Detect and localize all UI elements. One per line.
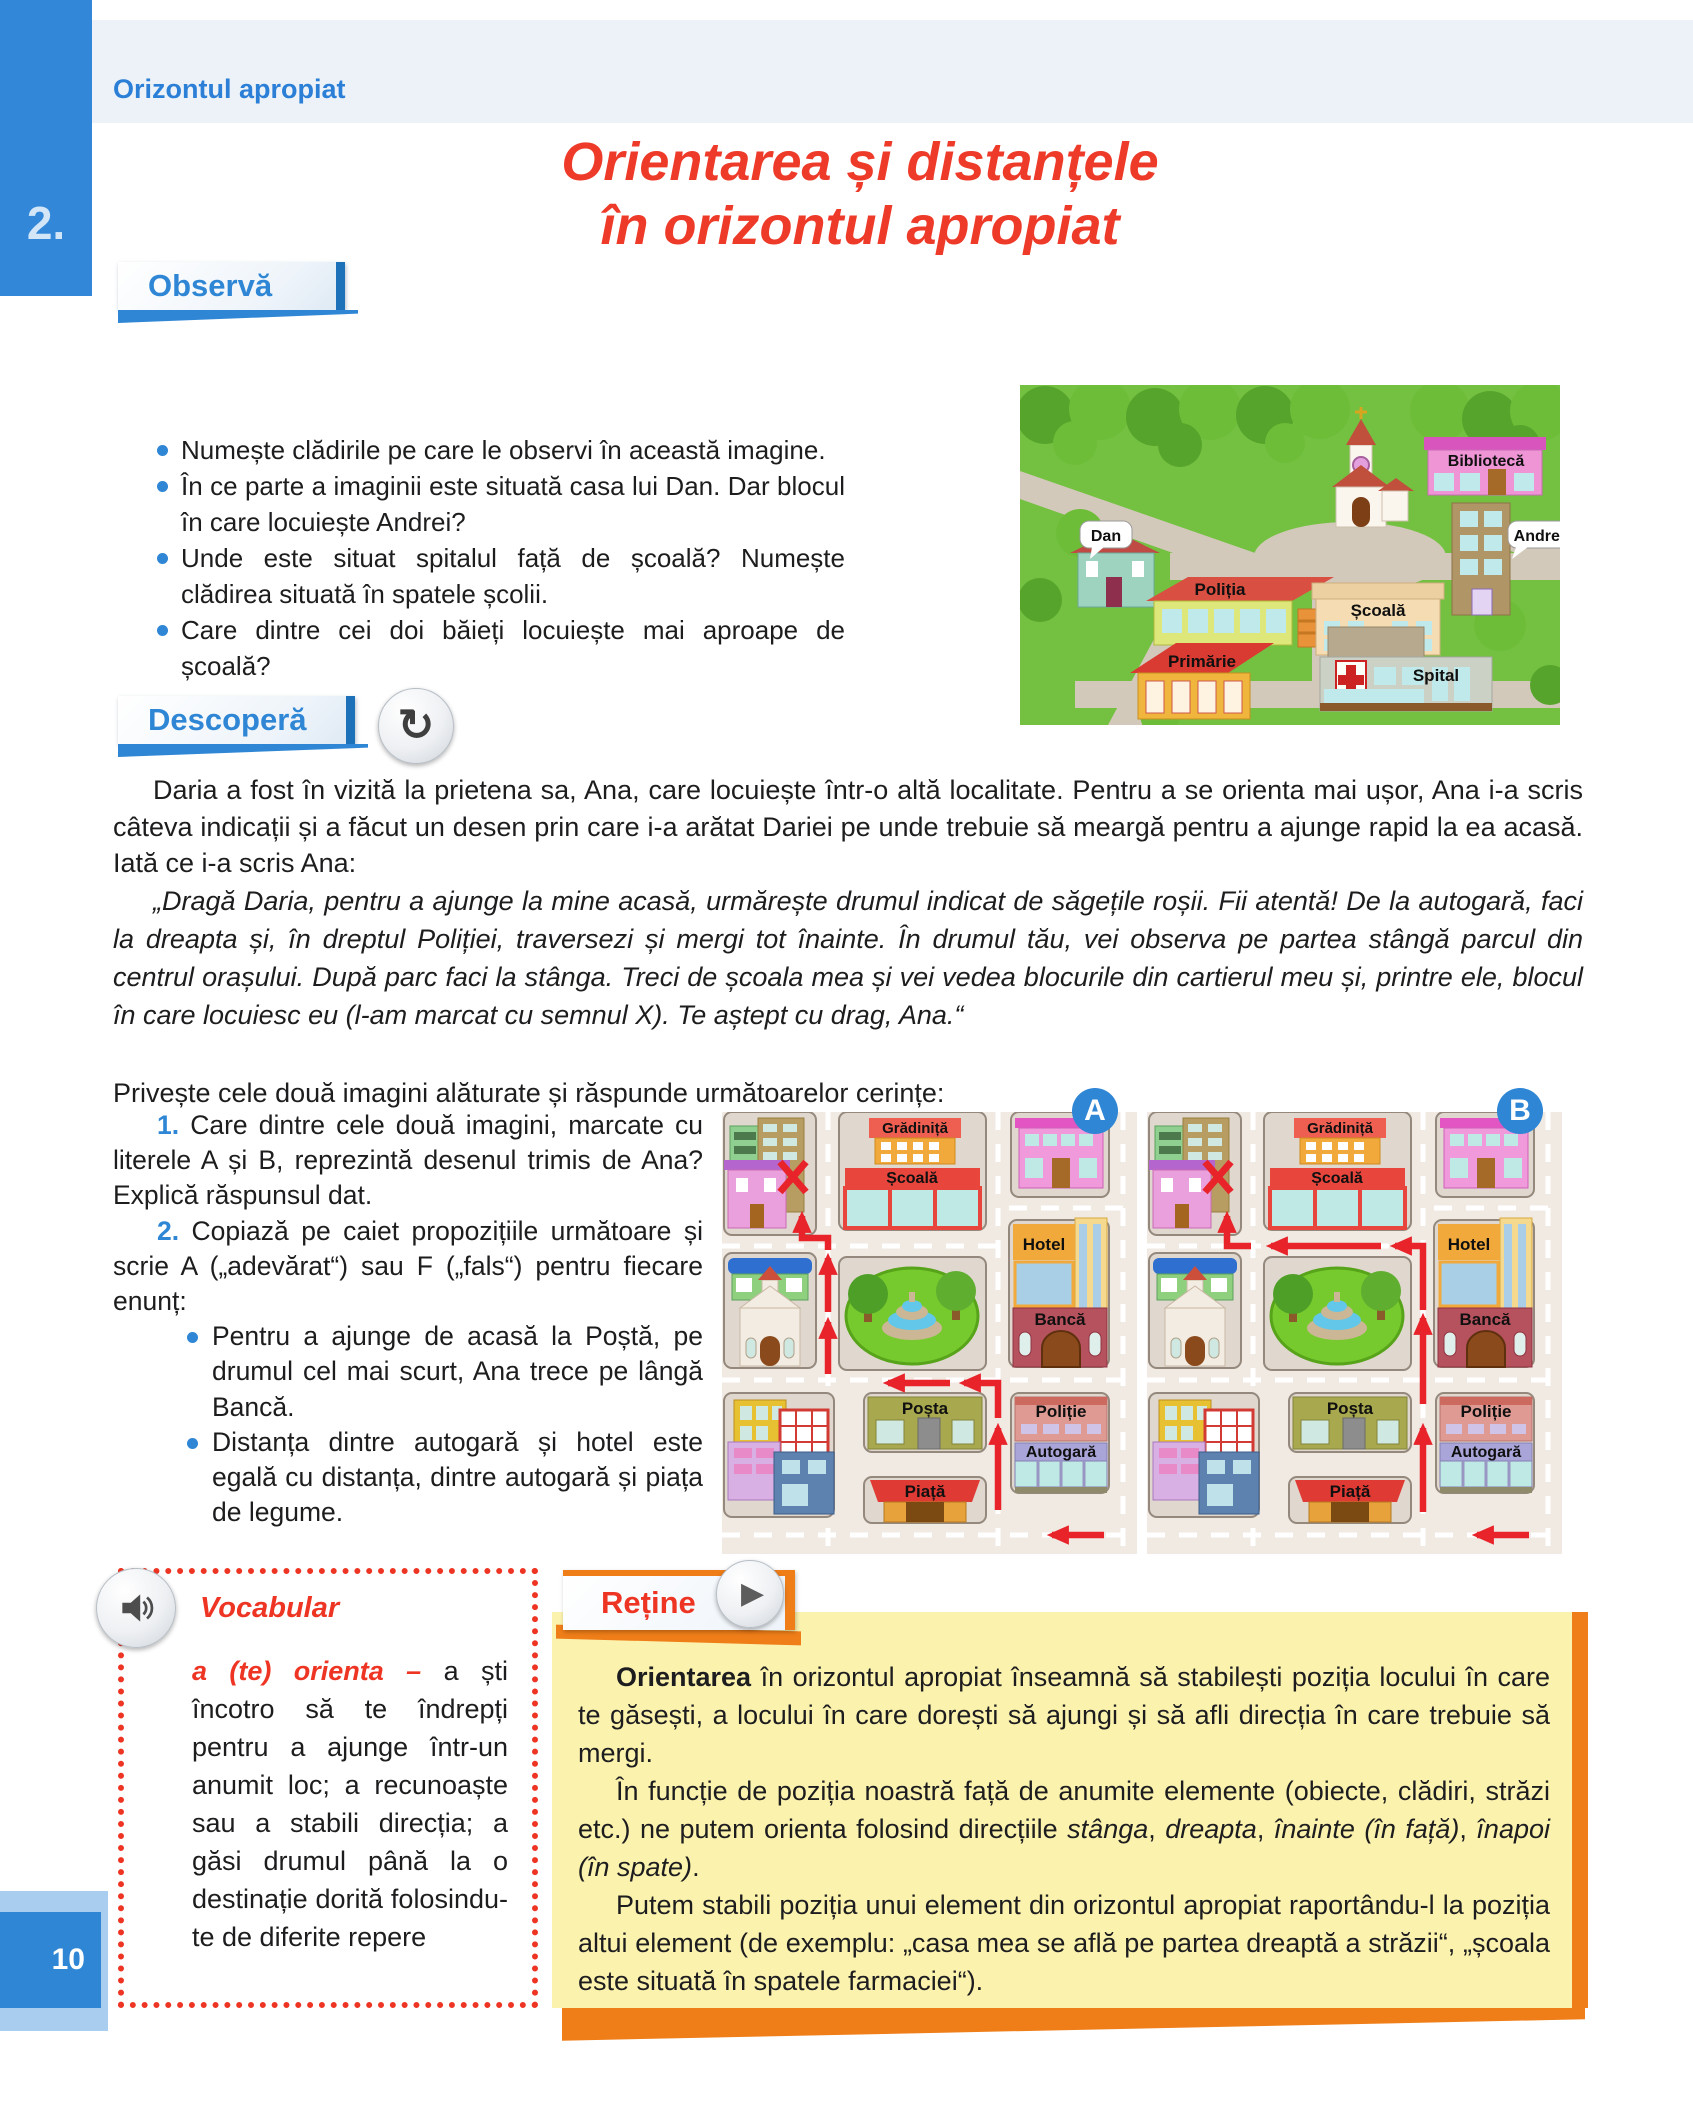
map-b-badge: B — [1497, 1088, 1543, 1134]
task-item-2 — [113, 1214, 703, 1320]
unit-sidebar — [0, 0, 92, 296]
observa-badge — [118, 262, 345, 310]
citymap-label-posta: Poșta — [901, 1399, 949, 1418]
task-2-number: 2. — [157, 1215, 180, 1246]
task-bullet: Pentru a ajunge de acasă la Poștă, pe drumul cel mai scurt, Ana trece pe lângă Bancă. — [113, 1319, 703, 1425]
observa-underline — [118, 310, 358, 323]
village-label-dan: Dan — [1090, 528, 1122, 545]
ana-letter: „Dragă Daria, pentru a ajunge la mine acasă, urmărește drumul indicat de săgețile roșii. Fii atentă! De la autogară, faci la dreapta și, în dreptul Poliției, traversezi și mergi tot înainte. În drumul tău, vei observa pe partea stângă parcul din centrul orașului. După parc faci la stânga. Treci de școala mea și vei vedea blocurile din cartierul meu și, printre ele, blocul în care locuiesc eu (l-am marcat cu semnul X). Te aștept cu drag, Ana.“ — [113, 885, 1583, 1030]
citymap-label-banca: Bancă — [1034, 1310, 1086, 1329]
retine-paragraph-2 — [578, 1772, 1550, 1886]
map-a-badge: A — [1072, 1088, 1118, 1134]
retine-label: Reține — [601, 1585, 696, 1620]
descopera-underline — [118, 744, 368, 757]
citymap-label-piata: Piață — [904, 1482, 946, 1501]
descopera-label: Descoperă — [148, 702, 307, 737]
citymap-label-piata: Piață — [1329, 1482, 1371, 1501]
retine-p1-rest: în orizontul apropiat înseamnă să stabilești poziția locului în care te găsești, a locului în care dorești să ajungi și să afli direcția în care trebuie să mergi. — [578, 1662, 1550, 1768]
sep: , — [1256, 1814, 1274, 1844]
observa-bullet: Care dintre cei doi băieți locuiește mai aproape de școală? — [113, 612, 845, 684]
task-item-1 — [113, 1108, 703, 1214]
vocabular-title: Vocabular — [200, 1592, 340, 1624]
vocabular-definition — [192, 1652, 508, 1956]
descopera-intro: Daria a fost în vizită la prietena sa, Ana, care locuiește într-o altă localitate. Pentru a se orienta mai ușor, Ana i-a scris câteva indicații și a făcut un desen prin care i-a arătat Dariei pe unde trebuie să meargă pentru a ajunge rapid la ea acasă. Iată ce i-a scris Ana: — [113, 775, 1583, 878]
task-bullet: Distanța dintre autogară și hotel este egală cu distanța, dintre autogară și piața de legume. — [113, 1425, 703, 1531]
task-1-text: Care dintre cele două imagini, marcate cu literele A și B, reprezintă desenul trimis de Ana? Explică răspunsul dat. — [113, 1110, 703, 1211]
sep: , — [1148, 1814, 1166, 1844]
citymap-label-gradinita: Grădiniță — [1307, 1120, 1373, 1137]
descopera-text — [113, 772, 1583, 1034]
citymap-label-autogara: Autogară — [1025, 1444, 1097, 1461]
village-label-spital: Spital — [1412, 666, 1460, 685]
map-image-a — [722, 1112, 1137, 1554]
page-title-line2: în orizontul apropiat — [600, 196, 1120, 256]
audio-play-button[interactable] — [716, 1560, 784, 1628]
page-title-line1: Orientarea și distanțele — [561, 132, 1159, 192]
observa-label: Observă — [148, 268, 273, 303]
village-map-illustration — [1020, 385, 1560, 725]
task-2-text: Copiază pe caiet propozițiile următoare și scrie A („adevărat“) sau F („fals“) pentru fiecare enunț: — [113, 1215, 703, 1317]
map-image-b — [1147, 1112, 1562, 1554]
citymap-label-hotel: Hotel — [1022, 1235, 1066, 1254]
village-label-biblioteca: Bibliotecă — [1447, 453, 1525, 470]
speaker-icon — [115, 1587, 157, 1629]
page-number: 10 — [0, 1912, 101, 2008]
observa-bullet-list — [113, 432, 845, 684]
village-label-primarie: Primărie — [1167, 652, 1237, 671]
retine-paragraph-3: Putem stabili poziția unui element din orizontul apropiat raportându-l la poziția altui element (de exemplu: „casa mea se află pe partea dreaptă a străzii“, „școala este situată în spatele farmaciei“). — [578, 1890, 1550, 1996]
retine-text — [578, 1658, 1550, 2000]
retine-paragraph-1 — [578, 1658, 1550, 1772]
direction-stanga: stânga — [1067, 1814, 1149, 1844]
descopera-badge — [118, 696, 355, 744]
village-map-image — [1020, 385, 1560, 725]
refresh-icon: ↻ — [397, 701, 435, 750]
tasks-column — [113, 1108, 703, 1530]
village-label-scoala: Școală — [1350, 601, 1406, 620]
direction-inapoi: înapoi (în spate) — [578, 1814, 1550, 1882]
page-title — [280, 130, 1440, 258]
audio-speaker-button[interactable] — [96, 1568, 176, 1648]
citymap-label-scoala: Școală — [886, 1170, 938, 1187]
citymap-label-hotel: Hotel — [1447, 1235, 1491, 1254]
citymap-label-gradinita: Grădiniță — [882, 1120, 948, 1137]
citymap-label-banca: Bancă — [1459, 1310, 1511, 1329]
unit-number: 2. — [26, 197, 66, 249]
tasks-instruction: Privește cele două imagini alăturate și răspunde următoarelor cerințe: — [113, 1078, 945, 1108]
sep: . — [692, 1852, 700, 1882]
audio-refresh-button[interactable] — [378, 688, 454, 764]
breadcrumb: Orizontul apropiat — [113, 74, 346, 104]
vocabular-term: a (te) orienta – — [192, 1656, 422, 1686]
citymap-label-scoala: Școală — [1311, 1170, 1363, 1187]
observa-bullet: Unde este situat spitalul față de școală? Numește clădirea situată în spatele școlii. — [113, 540, 845, 612]
play-icon: ▶ — [740, 1577, 765, 1610]
village-label-politia: Poliția — [1194, 580, 1246, 599]
task-bullet-list — [113, 1319, 703, 1530]
citymap-label-posta: Poșta — [1326, 1399, 1374, 1418]
observa-bullet: Numește clădirile pe care le observi în această imagine. — [113, 432, 845, 468]
citymap-label-autogara: Autogară — [1450, 1444, 1522, 1461]
village-label-andrei: Andrei — [1513, 528, 1560, 545]
retine-p2-lead: În funcție de poziția noastră față de anumite elemente (obiecte, clădiri, străzi etc.) ne putem orienta folosind direcțiile — [578, 1776, 1550, 1844]
retine-keyword: Orientarea — [616, 1662, 752, 1692]
header-band — [92, 20, 1693, 123]
direction-inainte: înainte (în față) — [1273, 1814, 1460, 1844]
citymap-label-politie: Poliție — [1460, 1402, 1512, 1421]
task-1-number: 1. — [157, 1110, 180, 1140]
sep: , — [1459, 1814, 1477, 1844]
direction-dreapta: dreapta — [1165, 1814, 1257, 1844]
citymap-label-politie: Poliție — [1035, 1402, 1087, 1421]
vocabular-definition-text: a ști încotro să te îndrepți pentru a ajunge într-un anumit loc; a recunoaște sau a stabili direcția; a găsi drumul până la o destinație dorită folosindu-te de diferite repere — [192, 1656, 508, 1952]
observa-bullet: În ce parte a imaginii este situată casa lui Dan. Dar blocul în care locuiește Andrei? — [113, 468, 845, 540]
